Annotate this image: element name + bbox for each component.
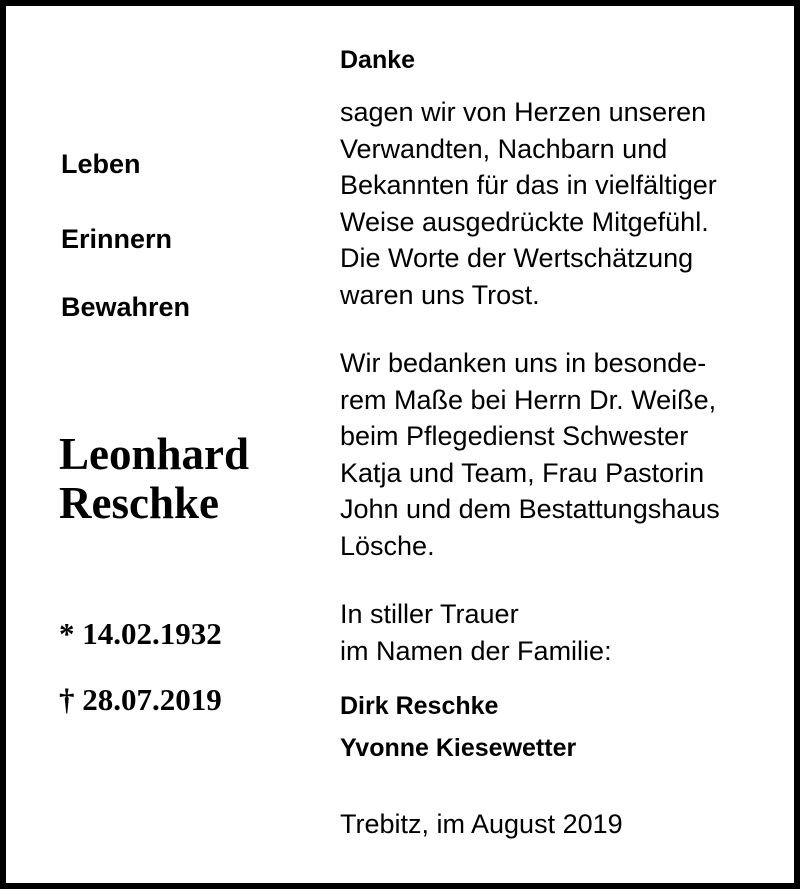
motto-preserve: Bewahren [61, 292, 191, 322]
thanks-paragraph-2 [340, 345, 780, 564]
text-line: Wir bedanken uns in besonde- [340, 348, 707, 378]
signer-name: Dirk Reschke [340, 692, 499, 720]
deceased-name [59, 430, 249, 528]
text-line: rem Maße bei Herrn Dr. Weiße, [340, 384, 717, 415]
text-line: beim Pflegedienst Schwester [340, 421, 689, 451]
text-line: Weise ausgedrückte Mitgefühl. [340, 206, 709, 237]
text-line: Die Worte der Wertschätzung [340, 243, 694, 273]
text-line: Bekannten für das in vielfältiger [340, 170, 717, 200]
signer-name: Yvonne Kiesewetter [340, 734, 577, 762]
motto-live: Leben [61, 149, 141, 179]
thanks-heading: Danke [340, 46, 416, 74]
birth-date: * 14.02.1932 [59, 616, 222, 651]
place-and-date: Trebitz, im August 2019 [340, 809, 623, 839]
text-line: In stiller Trauer [340, 599, 519, 629]
mourning-text [340, 596, 780, 669]
death-date: † 28.07.2019 [59, 682, 222, 717]
text-line: John und dem Bestattungshaus [340, 494, 720, 524]
deceased-last-name: Reschke [59, 478, 219, 528]
text-line: Katja und Team, Frau Pastorin [340, 457, 705, 488]
text-line: Verwandten, Nachbarn und [340, 133, 668, 164]
text-line: Lösche. [340, 530, 435, 561]
deceased-first-name: Leonhard [59, 429, 250, 479]
text-line: sagen wir von Herzen unseren [340, 97, 707, 127]
thanks-paragraph-1 [340, 94, 780, 313]
text-line: waren uns Trost. [340, 279, 540, 310]
motto-remember: Erinnern [61, 224, 173, 254]
text-line: im Namen der Familie: [340, 635, 612, 666]
